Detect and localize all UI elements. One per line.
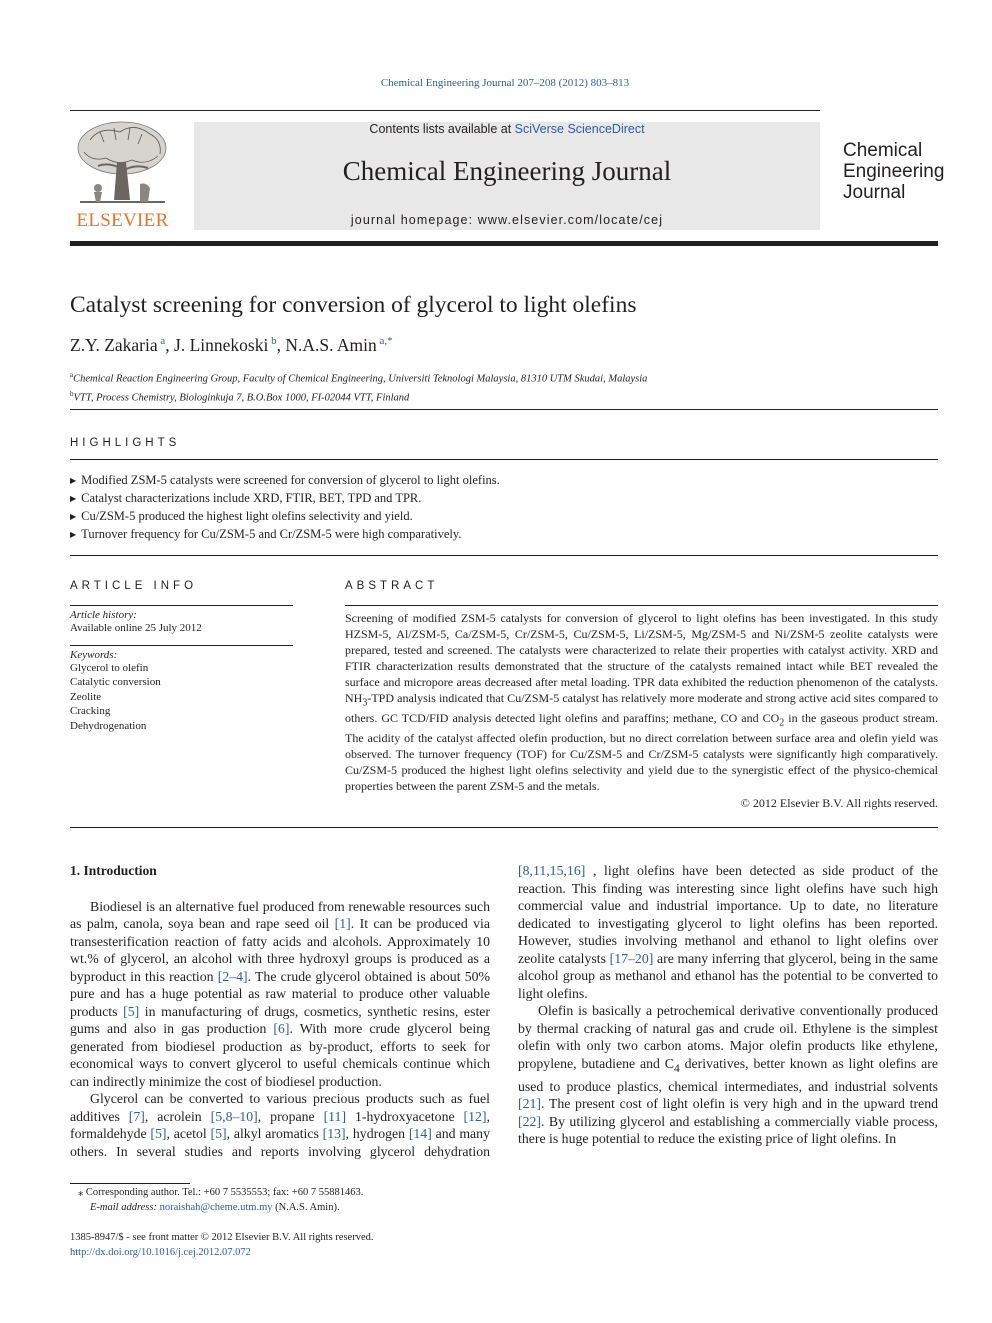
citation-link[interactable]: [21]	[518, 1096, 541, 1112]
body-column-left	[70, 862, 490, 1160]
keyword: Dehydrogenation	[70, 719, 147, 732]
keywords-label: Keywords:	[70, 648, 118, 661]
author-separator: ,	[165, 335, 175, 355]
citation-link[interactable]: [22]	[518, 1113, 541, 1129]
doi-link[interactable]: http://dx.doi.org/10.1016/j.cej.2012.07.072	[70, 1246, 251, 1258]
citation-link[interactable]: [5]	[150, 1126, 167, 1141]
highlight-item: ▶ Modified ZSM-5 catalysts were screened for conversion of glycerol to light olefins.	[70, 472, 938, 490]
section-rule	[70, 409, 938, 410]
cej-logo-line: Journal	[843, 182, 906, 203]
elsevier-tree-icon	[70, 118, 175, 208]
citation-link[interactable]: [14]	[408, 1126, 432, 1141]
issn-block	[70, 1231, 570, 1260]
cej-logo	[843, 140, 953, 203]
keyword: Catalytic conversion	[70, 676, 161, 688]
affiliation-marker: a	[70, 371, 74, 379]
section-rule	[70, 827, 938, 828]
author-name: J. Linnekoski	[174, 335, 269, 355]
copyright: © 2012 Elsevier B.V. All rights reserved.	[740, 795, 938, 810]
cej-logo-line: Chemical	[843, 140, 923, 161]
cej-logo-line: Engineering	[843, 161, 945, 182]
keyword: Cracking	[70, 705, 111, 717]
affiliation-text: VTT, Process Chemistry, Biologinkuja 7, B.O.Box 1000, FI-02044 VTT, Finland	[73, 392, 410, 403]
homepage-line	[194, 213, 820, 227]
subscript: 3	[362, 696, 368, 708]
abstract-rule	[345, 605, 938, 606]
citation-link[interactable]: [6]	[273, 1021, 290, 1036]
abstract-segment: -TPD analysis indicated that Cu/ZSM-5 catalyst has relatively more moderate and strong active acid sites compared to others. GC TCD/FID analysis detected light olefins and paraffins; methane, CO and CO	[345, 690, 938, 725]
homepage-prefix: journal homepage:	[350, 213, 478, 227]
abstract-segment: Screening of modified ZSM-5 catalysts for conversion of glycerol to light olefins has been investigated. In this study HZSM-5, Al/ZSM-5, Ca/ZSM-5, Cr/ZSM-5, Cu/ZSM-5, Li/ZSM-5, Mg/ZSM-5 and Ni/ZSM-5 zeolite catalysts were prepared, tested and screened. The catalysts were characterized to relate their properties with catalyst activity. XRD and FTIR characterization results demonstrated that the structure of the catalysts remained intact while BET revealed the surface and micropore areas decreased after metal loading. TPR data exhibited the reduction phenomenon of the catalysts. NH	[345, 611, 938, 705]
author-affiliation-link[interactable]: b	[271, 335, 277, 348]
body-paragraph-continued: [8,11,15,16] , light olefins have been detected as side product of the reaction. This finding was interesting since light olefins have such high commercial value and industrial importance. Up to date, no literature dedicated to investigating glycerol to light olefins has been reported. However, studies involving methanol and ethanol to light olefins over zeolite catalysts [17–20] are many inferring that glycerol, being in the same alcohol group as methanol and ethanol has the potential to be converted to light olefins.	[518, 863, 938, 1001]
section-rule	[70, 555, 938, 556]
highlight-item: ▶ Cu/ZSM-5 produced the highest light olefins selectivity and yield.	[70, 508, 938, 526]
affiliation	[70, 368, 938, 387]
issn-line: 1385-8947/$ - see front matter © 2012 Elsevier B.V. All rights reserved.	[70, 1232, 374, 1243]
footnote-rule	[70, 1183, 190, 1184]
citation-link[interactable]: [1]	[334, 916, 351, 931]
email-link[interactable]: noraishah@cheme.utm.my	[159, 1201, 273, 1213]
email-label: E-mail address:	[90, 1201, 160, 1213]
subscript: 4	[674, 1062, 680, 1075]
history-label: Article history:	[70, 609, 137, 621]
affiliations	[70, 368, 938, 405]
header-thick-rule	[70, 241, 938, 246]
citation-link[interactable]: [5]	[210, 1126, 227, 1141]
journal-citation[interactable]: Chemical Engineering Journal 207–208 (2012) 803–813	[380, 77, 630, 89]
article-info-heading: ARTICLE INFO	[70, 580, 198, 592]
citation-link[interactable]: [2–4]	[217, 968, 248, 984]
affiliation-text: Chemical Reaction Engineering Group, Faculty of Chemical Engineering, Universiti Teknologi Malaysia, 81310 UTM Skudai, Malaysia	[73, 373, 648, 385]
author-name: N.A.S. Amin	[285, 335, 377, 355]
history-text: Available online 25 July 2012	[70, 622, 202, 634]
journal-masthead	[194, 122, 820, 230]
citation-link[interactable]: [7]	[128, 1108, 145, 1124]
info-rule	[70, 645, 293, 646]
info-rule	[70, 605, 293, 606]
citation-link[interactable]: [11]	[323, 1108, 347, 1124]
citation-link[interactable]: [8,11,15,16]	[518, 863, 586, 878]
subscript: 2	[779, 717, 785, 729]
highlights-heading: HIGHLIGHTS	[70, 437, 181, 449]
author-affiliation-link[interactable]: a,*	[379, 335, 393, 348]
keyword: Glycerol to olefin	[70, 661, 149, 674]
elsevier-wordmark: ELSEVIER	[76, 210, 169, 231]
sciencedirect-link[interactable]: SciVerse ScienceDirect	[514, 122, 645, 136]
contents-prefix: Contents lists available at	[369, 122, 515, 136]
author-list	[70, 335, 938, 356]
citation-link[interactable]: [13]	[322, 1126, 346, 1141]
citation-link[interactable]: [12]	[463, 1108, 487, 1124]
affiliation	[70, 387, 938, 406]
email-suffix: (N.A.S. Amin).	[272, 1201, 340, 1213]
abstract-heading: ABSTRACT	[345, 580, 439, 592]
author-affiliation-link[interactable]: a	[160, 335, 166, 348]
highlights-list	[70, 472, 938, 544]
abstract-segment: in the gaseous product stream. The acidity of the catalyst affected olefin production, but no direct correlation between surface area and olefin yield was observed. The turnover frequency (TOF) for Cu/ZSM-5 and Cr/ZSM-5 catalysts were significantly high comparatively. Cu/ZSM-5 produced the highest light olefins selectivity and yield due to the synergistic effect of the physico-chemical properties between the parent ZSM-5 and the metals.	[345, 710, 938, 793]
abstract-column	[345, 580, 938, 811]
body-column-right	[518, 862, 938, 1148]
citation-link[interactable]: [5,8–10]	[210, 1108, 258, 1124]
top-rule	[70, 110, 820, 111]
author-separator: ,	[276, 335, 286, 355]
citation-link[interactable]: [5]	[123, 1003, 140, 1019]
author-name: Z.Y. Zakaria	[70, 335, 158, 355]
article-title: Catalyst screening for conversion of glycerol to light olefins	[70, 292, 637, 318]
footnotes	[70, 1186, 490, 1215]
highlight-item: ▶ Turnover frequency for Cu/ZSM-5 and Cr/ZSM-5 were high comparatively.	[70, 526, 938, 544]
affiliation-marker: b	[70, 389, 74, 398]
homepage-url[interactable]: www.elsevier.com/locate/cej	[477, 213, 664, 227]
intro-heading: 1. Introduction	[70, 863, 157, 878]
citation-link[interactable]: [17–20]	[609, 950, 654, 966]
journal-name: Chemical Engineering Journal	[342, 156, 672, 186]
highlight-item: ▶ Catalyst characterizations include XRD, FTIR, BET, TPD and TPR.	[70, 490, 938, 508]
contents-line	[194, 122, 820, 136]
body-paragraph: Glycerol can be converted to various precious products such as fuel additives [7], acrolein [5,8–10], propane [11] 1-hydroxyacetone [12], formaldehyde [5], acetol [5], alkyl aromatics [13], hydrogen [14] and many others. In several studies and reports involving glycerol dehydration	[70, 1091, 490, 1159]
section-rule	[70, 459, 938, 460]
keyword: Zeolite	[70, 690, 102, 703]
abstract-text	[345, 611, 938, 795]
body-paragraph: Biodiesel is an alternative fuel produced from renewable resources such as palm, canola, soya bean and rape seed oil [1]. It can be produced via transesterification reaction of fatty acids and alcohols. Approximately 10 wt.% of glycerol, an alcohol with three hydroxyl groups is produced as a byproduct in this reaction [2–4]. The crude glycerol obtained is about 50% pure and has a huge potential as raw material to produce other valuable products [5] in manufacturing of drugs, cosmetics, synthetic resins, ester gums and also in gas production [6]. With more crude glycerol being generated from biodiesel production as by-product, efforts to seek for economical ways to convert glycerol to useful chemicals continue which can indirectly minimize the cost of biodiesel production.	[70, 898, 490, 1089]
body-paragraph: Olefin is basically a petrochemical derivative conventionally produced by thermal cracking of natural gas and crude oil. Ethylene is the simplest olefin with only two carbon atoms. Major olefin products like ethylene, propylene, butadiene and $C_4$ derivatives, better known as light olefins are used to produce plastics, chemical intermediates, and industrial solvents [21]. The present cost of light olefin is very high and in the upward trend [22]. By utilizing glycerol and establishing a commercially viable process, there is huge potential to reduce the existing price of light olefins. In	[518, 1003, 938, 1147]
elsevier-logo	[70, 118, 175, 233]
corresponding-author-note: ⁎ Corresponding author. Tel.: +60 7 5535553; fax: +60 7 55881463.	[78, 1187, 364, 1198]
email-note	[70, 1201, 490, 1216]
article-info-column	[70, 580, 293, 733]
